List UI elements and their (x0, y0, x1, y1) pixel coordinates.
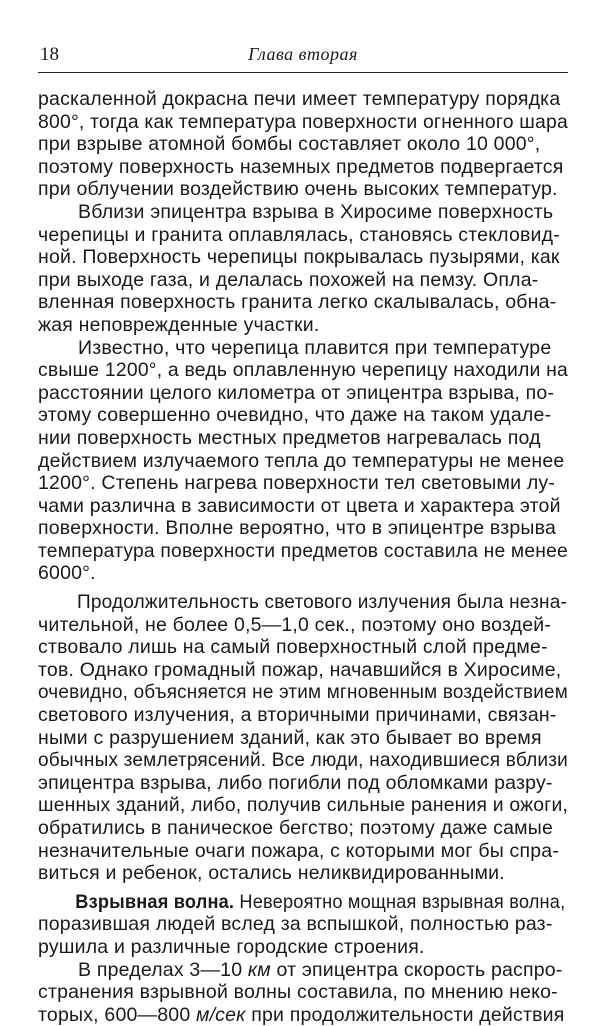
text-line: чительной, не более 0,5—1,0 сек., поэтому оно воздей- (38, 613, 552, 636)
text-line: В пределах 3—10 км от эпицентра скорость распро- (78, 958, 563, 981)
text-line: чами различна в зависимости от цвета и характера этой (38, 494, 561, 517)
text-line: Известно, что черепица плавится при температуре (78, 336, 552, 359)
text-line: при выходе газа, и делалась похожей на пемзу. Опла- (38, 268, 539, 291)
paragraph (38, 959, 568, 1026)
unit-m-per-sec: м/сек (196, 1003, 246, 1026)
text-line: поэтому поверхность наземных предметов подвергается (38, 155, 564, 178)
text-line: торых, 600—800 м/сек при продолжительности действия (38, 1003, 565, 1026)
text-line: обратились в паническое бегство; поэтому даже самые (38, 817, 554, 839)
text-line: раскаленной докрасна печи имеет температуру порядка (38, 88, 561, 110)
text-line: ными с разрушением зданий, как это бывает во время (38, 726, 542, 749)
paragraph (38, 88, 568, 201)
text-line: странения взрывной волны составила, по мнению неко- (38, 981, 558, 1004)
page-header (38, 40, 568, 70)
body-text (38, 88, 568, 1026)
text-line: Продолжительность светового излучения была незна- (77, 591, 568, 614)
text-line: обычных землетрясений. Все люди, находившиеся вблизи (38, 749, 568, 772)
text-line: температура поверхности предметов составила не менее (38, 539, 568, 562)
text-line: эпицентра взрыва, либо погибли под обломками разру- (38, 771, 553, 794)
text-line: тов. Однако громадный пожар, начавшийся в Хиросиме, (38, 658, 562, 681)
text-line: ствовало лишь на самый поверхностный слой предме- (38, 636, 548, 659)
text-line: шенных зданий, либо, получив сильные ранения и ожоги, (38, 794, 569, 817)
text-line: светового излучения, а вторичными причинами, связан- (38, 704, 557, 727)
paragraph (38, 591, 568, 885)
header-rule (38, 72, 568, 73)
text-line: очевидно, объясняется не этим мгновенным воздействием (38, 681, 568, 704)
text-line: незначительные очаги пожара, с которыми мог бы спра- (38, 839, 560, 862)
text-line: виться и ребенок, остались неликвидированными. (38, 862, 505, 885)
text-line: Взрывная волна. Невероятно мощная взрывная волна, (75, 890, 566, 913)
section-heading: Взрывная волна. (75, 890, 235, 913)
text-line: поверхности. Вполне вероятно, что в эпицентре взрыва (38, 517, 557, 540)
text-line: при взрыве атомной бомбы составляет около 10 000°, (38, 133, 541, 156)
text-line: свыше 1200°, а ведь оплавленную черепицу находили на (38, 359, 569, 382)
text-line: ной. Поверхность черепицы покрывалась пузырями, как (38, 246, 560, 269)
text-line: этому совершенно очевидно, что даже на таком удале- (38, 404, 552, 427)
paragraph (38, 201, 568, 337)
page-number: 18 (40, 44, 59, 65)
text-line: поразившая людей вслед за вспышкой, полностью раз- (38, 913, 553, 936)
text-line: черепицы и гранита оплавлялась, становясь стекловид- (38, 223, 560, 246)
text-line: жая неповрежденные участки. (38, 313, 320, 336)
paragraph (38, 891, 568, 959)
text-line: рушила и различные городские строения. (38, 935, 425, 958)
text-line: 6000°. (38, 562, 96, 585)
text-line: расстоянии целого километра от эпицентра взрыва, по- (38, 381, 555, 404)
text-line: нии поверхность местных предметов нагревалась под (38, 426, 541, 449)
text-line: при облучении воздействию очень высоких температур. (38, 178, 558, 201)
running-title: Глава вторая (248, 44, 358, 64)
text-line: Вблизи эпицентра взрыва в Хиросиме поверхность (78, 200, 554, 223)
unit-km: км (247, 958, 271, 981)
text-line: действием излучаемого тепла до температуры не менее (38, 449, 565, 472)
text-line: 800°, тогда как температура поверхности огненного шара (38, 110, 568, 133)
paragraph (38, 337, 568, 586)
text-line: вленная поверхность гранита легко скалывалась, обна- (38, 291, 557, 314)
text-line: 1200°. Степень нагрева поверхности тел световыми лу- (38, 472, 556, 495)
